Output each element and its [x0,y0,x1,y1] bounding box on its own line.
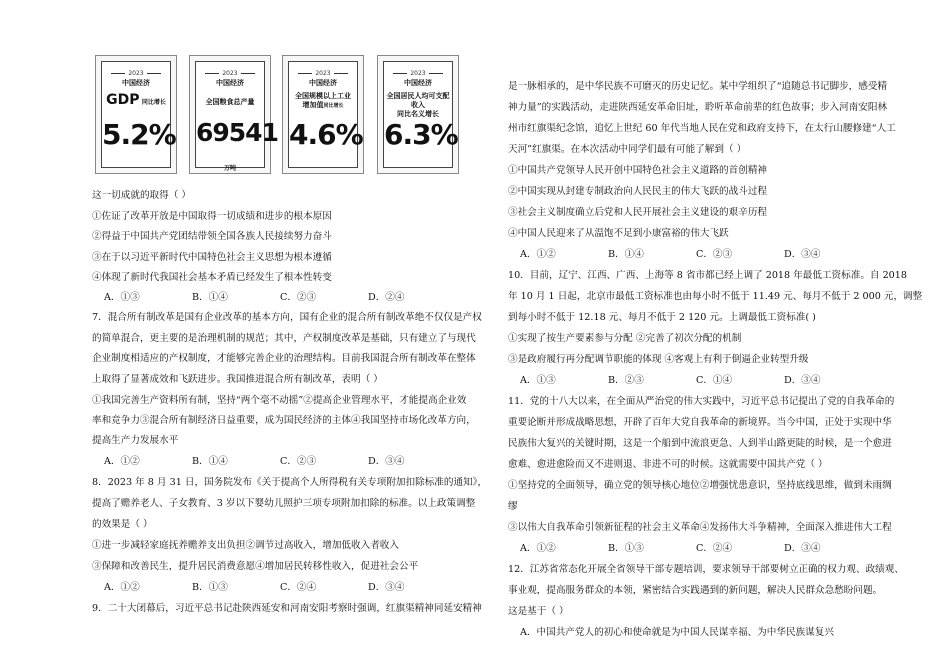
economy-infographic [92,55,482,175]
q11-stem: 民族伟大复兴的关键时期，这是一个船到中流浪更急、人到半山路更陡的时候，是一个愈进 [508,438,892,449]
q8-stem: 的效果是（ ） [92,519,153,530]
q11-options: ③以伟大自我革命引领新征程的社会主义革命④发扬伟大斗争精神，全面深入推进伟大工程 [508,522,892,533]
card-brand: 中国经济 [122,79,150,87]
q7-stem: 上取得了显著成效和飞跃进步。我国推进混合所有制改革，表明（ ） [92,374,383,385]
answer-a[interactable]: A．①③ [520,375,556,386]
answer-b[interactable]: B．①③ [608,543,644,554]
q7-options: ①我国完善生产资料所有制，坚持“两个毫不动摇”②提高企业管理水平，才能提高企业效 [92,395,467,406]
card-value: 4.6% [289,118,363,151]
card-title [102,92,170,108]
q6-option-1: ①佐证了改革开放是中国取得一切成绩和进步的根本原因 [92,211,332,222]
answer-d[interactable]: D．③④ [784,543,821,554]
answer-d[interactable]: D．②④ [368,292,405,303]
q8-options: ③保障和改善民生，提升居民消费意愿④增加居民转移性收入，促进社会公平 [92,561,419,572]
q9-stem: 9．二十大闭幕后，习近平总书记赴陕西延安和河南安阳考察时强调，红旗渠精神同延安精神 [92,603,482,614]
q12-stem: 事业观，提高服务群众的本领，紧密结合实践遇到的新问题，解决人民群众急愁盼问题。 [508,585,883,596]
q9-option-3: ③社会主义制度确立后党和人民开展社会主义建设的艰辛历程 [508,207,768,218]
q6-answers [104,291,456,304]
answer-b[interactable]: B．①④ [192,292,228,303]
answer-c[interactable]: C．②③ [280,456,317,467]
card-year: 2023 [384,70,452,77]
q10-stem: 年 10 月 1 日起，北京市最低工资标准也由每小时不低于 11.49 元、每月不低于 2 000 元，调整 [508,291,923,302]
q9-option-2: ②中国实现从封建专制政治向人民民主的伟大飞跃的战斗过程 [508,186,768,197]
q9-stem: 天河”红旗渠。在本次活动中同学们最有可能了解到（ ） [508,144,747,155]
card-industry [282,55,364,174]
card-title-main: GDP [106,92,140,108]
q9-answers [520,248,872,261]
q11-options: ①坚持党的全面领导，确立党的领导核心地位②增强忧患意识，坚持底线思维，做到未雨绸 [508,480,892,491]
q10-stem: 到每小时不低于 12.18 元、每月不低于 2 120 元。上调最低工资标准( ) [508,312,816,323]
card-brand: 中国经济 [404,79,432,87]
q11-options: 缪 [508,501,518,512]
card-year: 2023 [102,70,170,77]
answer-b[interactable]: B．①④ [192,456,228,467]
q6-option-4: ④体现了新时代我国社会基本矛盾已经发生了根本性转变 [92,272,332,283]
answer-a[interactable]: A．①③ [104,292,140,303]
q7-answers [104,455,456,468]
q9-stem: 州市红旗渠纪念馆，追忆上世纪 60 年代当地人民在党和政府支持下，在太行山腰修建“人工 [508,123,896,134]
answer-b[interactable]: B．①③ [192,582,228,593]
q7-stem: 7．混合所有制改革是国有企业改革的基本方向，国有企业的混合所有制改革绝不仅仅是产权 [92,312,482,323]
q9-option-1: ①中国共产党领导人民开创中国特色社会主义道路的首创精神 [508,165,768,176]
answer-a[interactable]: A．①② [104,456,140,467]
card-year: 2023 [196,70,264,77]
q7-options: 提高生产力发展水平 [92,435,179,446]
answer-c[interactable]: C．②④ [280,582,317,593]
answer-d[interactable]: D．③④ [368,456,405,467]
q9-option-4: ④中国人民迎来了从温饱不足到小康富裕的伟大飞跃 [508,228,729,239]
answer-a[interactable]: A．①② [520,543,556,554]
card-title: 全国规模以上工业增加值同比增长 [295,92,351,109]
q7-options: 率和竞争力③混合所有制经济日益重要，成为国民经济的主体④我国坚持市场化改革方向， [92,415,476,426]
answer-d[interactable]: D．③④ [784,375,821,386]
card-value: 69541万吨 [196,118,278,172]
q12-answer-a[interactable]: A．中国共产党人的初心和使命就是为中国人民谋幸福、为中华民族谋复兴 [520,627,834,638]
q11-stem: 重要论断并形成战略思想，开辟了百年大党自我革命的新境界。当今中国，正处于实现中华 [508,417,892,428]
q11-stem: 11．党的十八大以来，在全面从严治党的伟大实践中，习近平总书记提出了党的自我革命的 [508,396,895,407]
q9-stem: 是一脉相承的，是中华民族不可磨灭的历史记忆。某中学组织了“追随总书记脚步，感受精 [508,81,888,92]
q11-answers [520,542,872,555]
q10-answers [520,374,872,387]
card-brand: 中国经济 [216,79,244,87]
answer-c[interactable]: C．②④ [696,543,733,554]
answer-a[interactable]: A．①② [520,249,556,260]
q8-answers [104,581,456,594]
q8-options: ①进一步减轻家庭抚养赡养支出负担②调节过高收入，增加低收入者收入 [92,540,399,551]
card-value: 6.3% [384,118,458,151]
card-year: 2023 [289,70,357,77]
q12-stem: 12．江苏省常态化开展全省领导干部专题培训，要求领导干部要树立正确的权力观、政绩观、 [508,564,904,575]
q7-stem: 企业制度相适应的产权制度，才能够完善企业的治理结构。目前我国混合所有制改革在整体 [92,353,476,364]
answer-b[interactable]: B．①④ [608,249,644,260]
q9-stem: 神力量”的实践活动，走进陕西延安革命旧址，聆听革命前辈的红色故事；步入河南安阳林 [508,102,888,113]
q7-stem: 的简单混合，更主要的是治理机制的规范；其中，产权制度改革是基础，只有建立了与现代 [92,333,476,344]
card-grain [189,55,278,174]
card-gdp [95,55,177,174]
q8-stem: 提高了赡养老人、子女教育、3 岁以下婴幼儿照护三项专项附加扣除的标准。以上政策调整 [92,498,476,509]
card-title: 全国粮食总产量 [205,98,255,106]
q8-stem: 8．2023 年 8 月 31 日，国务院发布《关于提高个人所得税有关专项附加扣除标准的通知》， [92,477,488,488]
card-brand: 中国经济 [309,79,337,87]
card-title: 全国居民人均可支配收入 同比名义增长 [386,92,450,118]
card-income [377,55,459,174]
answer-c[interactable]: C．②③ [280,292,317,303]
card-title-suffix: 同比增长 [141,99,166,106]
q10-options: ①实现了按生产要素参与分配 ②完善了初次分配的机制 [508,333,742,344]
card-value: 5.2% [102,118,176,151]
q12-stem: 这是基于（ ） [508,606,569,617]
q11-stem: 愈难、愈进愈险而又不进则退、非进不可的时候。这就需要中国共产党（ ） [508,459,828,470]
q10-options: ③是政府履行再分配调节职能的体现 ④客观上有利于倒逼企业转型升级 [508,354,809,365]
q6-stem-end: 这一切成就的取得（ ） [92,190,191,201]
q6-option-3: ③在于以习近平新时代中国特色社会主义思想为根本遵循 [92,252,332,263]
q6-option-2: ②得益于中国共产党团结带领全国各族人民接续努力奋斗 [92,231,332,242]
q10-stem: 10．目前，辽宁、江西、广西、上海等 8 省市都已经上调了 2018 年最低工资标准。自 2018 [508,270,907,281]
answer-c[interactable]: C．①④ [696,375,733,386]
answer-c[interactable]: C．②③ [696,249,733,260]
answer-d[interactable]: D．③④ [784,249,821,260]
answer-d[interactable]: D．③④ [368,582,405,593]
answer-b[interactable]: B．②③ [608,375,644,386]
answer-a[interactable]: A．①② [104,582,140,593]
